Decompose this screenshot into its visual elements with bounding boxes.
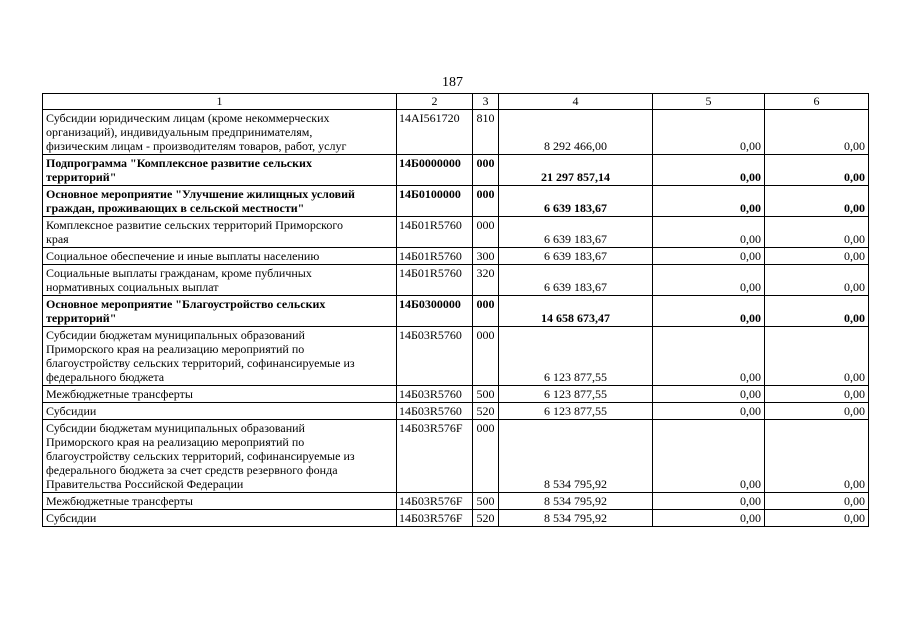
row-expense-type: 320 <box>473 265 499 296</box>
row-expense-type: 000 <box>473 296 499 327</box>
table-row <box>43 248 869 265</box>
row-name-line: граждан, проживающих в сельской местности" <box>46 201 305 215</box>
row-expense-type: 810 <box>473 110 499 155</box>
row-value-col6: 0,00 <box>765 327 869 386</box>
row-value-col5: 0,00 <box>653 493 765 510</box>
row-value-col4: 8 534 795,92 <box>499 420 653 493</box>
row-name-line: федерального бюджета <box>46 370 165 384</box>
row-name <box>43 510 397 527</box>
table-row <box>43 327 869 386</box>
table-row <box>43 510 869 527</box>
row-value-col5: 0,00 <box>653 327 765 386</box>
row-code: 14Б01R5760 <box>397 217 473 248</box>
row-expense-type: 300 <box>473 248 499 265</box>
row-value-col6: 0,00 <box>765 265 869 296</box>
header-col-5: 5 <box>653 94 765 110</box>
row-name-line: Межбюджетные трансферты <box>46 494 193 508</box>
table-row <box>43 217 869 248</box>
row-value-col5: 0,00 <box>653 386 765 403</box>
row-expense-type: 000 <box>473 420 499 493</box>
row-value-col6: 0,00 <box>765 510 869 527</box>
row-code: 14Б03R576F <box>397 493 473 510</box>
row-name-line: Комплексное развитие сельских территорий Приморского <box>46 218 344 232</box>
page-number: 187 <box>442 75 463 90</box>
row-name <box>43 420 397 493</box>
budget-table <box>42 93 869 527</box>
table-row <box>43 420 869 493</box>
row-name-line: Основное мероприятие "Улучшение жилищных условий <box>46 187 355 201</box>
row-expense-type: 500 <box>473 493 499 510</box>
row-name-line: благоустройству сельских территорий, софинансируемые из <box>46 449 355 463</box>
row-name-line: края <box>46 232 69 246</box>
row-value-col4: 14 658 673,47 <box>499 296 653 327</box>
row-name-line: Основное мероприятие "Благоустройство сельских <box>46 297 326 311</box>
row-name <box>43 296 397 327</box>
row-value-col6: 0,00 <box>765 386 869 403</box>
row-code: 14AI561720 <box>397 110 473 155</box>
row-value-col6: 0,00 <box>765 217 869 248</box>
row-value-col4: 8 534 795,92 <box>499 493 653 510</box>
row-value-col4: 6 123 877,55 <box>499 327 653 386</box>
table-row <box>43 403 869 420</box>
row-value-col4: 6 123 877,55 <box>499 403 653 420</box>
row-code: 14Б03R576F <box>397 510 473 527</box>
table-row <box>43 493 869 510</box>
row-name <box>43 493 397 510</box>
header-col-3: 3 <box>473 94 499 110</box>
row-value-col5: 0,00 <box>653 217 765 248</box>
row-name-line: территорий" <box>46 311 117 325</box>
row-name-line: нормативных социальных выплат <box>46 280 219 294</box>
row-value-col6: 0,00 <box>765 420 869 493</box>
header-row <box>43 94 869 110</box>
row-value-col5: 0,00 <box>653 265 765 296</box>
row-name-line: федерального бюджета за счет средств резервного фонда <box>46 463 338 477</box>
table-row <box>43 155 869 186</box>
row-code: 14Б03R5760 <box>397 386 473 403</box>
table-row <box>43 386 869 403</box>
row-value-col6: 0,00 <box>765 296 869 327</box>
row-value-col5: 0,00 <box>653 248 765 265</box>
row-value-col4: 8 534 795,92 <box>499 510 653 527</box>
row-expense-type: 500 <box>473 386 499 403</box>
row-value-col5: 0,00 <box>653 403 765 420</box>
row-code: 14Б01R5760 <box>397 248 473 265</box>
row-value-col4: 21 297 857,14 <box>499 155 653 186</box>
row-value-col6: 0,00 <box>765 110 869 155</box>
row-expense-type: 000 <box>473 327 499 386</box>
table-row <box>43 265 869 296</box>
row-code: 14Б0300000 <box>397 296 473 327</box>
row-code: 14Б03R576F <box>397 420 473 493</box>
header-col-6: 6 <box>765 94 869 110</box>
row-value-col5: 0,00 <box>653 110 765 155</box>
row-expense-type: 000 <box>473 186 499 217</box>
row-value-col5: 0,00 <box>653 155 765 186</box>
row-value-col4: 8 292 466,00 <box>499 110 653 155</box>
row-value-col4: 6 639 183,67 <box>499 217 653 248</box>
row-expense-type: 000 <box>473 155 499 186</box>
row-name <box>43 186 397 217</box>
row-value-col4: 6 639 183,67 <box>499 186 653 217</box>
row-name-line: Приморского края на реализацию мероприятий по <box>46 342 305 356</box>
row-value-col5: 0,00 <box>653 186 765 217</box>
row-name-line: Субсидии юридическим лицам (кроме некоммерческих <box>46 111 330 125</box>
table-row <box>43 296 869 327</box>
row-name-line: Подпрограмма "Комплексное развитие сельских <box>46 156 312 170</box>
row-value-col5: 0,00 <box>653 510 765 527</box>
row-name-line: Субсидии бюджетам муниципальных образований <box>46 328 305 342</box>
row-value-col6: 0,00 <box>765 493 869 510</box>
table-row <box>43 186 869 217</box>
row-value-col6: 0,00 <box>765 403 869 420</box>
row-name-line: Межбюджетные трансферты <box>46 387 193 401</box>
row-value-col5: 0,00 <box>653 420 765 493</box>
row-name <box>43 327 397 386</box>
row-value-col6: 0,00 <box>765 186 869 217</box>
row-name-line: Субсидии <box>46 511 97 525</box>
row-name-line: Приморского края на реализацию мероприятий по <box>46 435 305 449</box>
row-code: 14Б0100000 <box>397 186 473 217</box>
row-value-col6: 0,00 <box>765 155 869 186</box>
row-code: 14Б03R5760 <box>397 403 473 420</box>
row-name <box>43 403 397 420</box>
row-value-col4: 6 639 183,67 <box>499 248 653 265</box>
row-value-col4: 6 123 877,55 <box>499 386 653 403</box>
row-name <box>43 110 397 155</box>
row-name-line: территорий" <box>46 170 117 184</box>
row-name <box>43 248 397 265</box>
row-name-line: организаций), индивидуальным предпринимателям, <box>46 125 313 139</box>
row-name-line: Субсидии <box>46 404 97 418</box>
row-name-line: Субсидии бюджетам муниципальных образований <box>46 421 305 435</box>
header-col-4: 4 <box>499 94 653 110</box>
row-code: 14Б01R5760 <box>397 265 473 296</box>
row-code: 14Б03R5760 <box>397 327 473 386</box>
row-expense-type: 520 <box>473 510 499 527</box>
row-name-line: благоустройству сельских территорий, софинансируемые из <box>46 356 355 370</box>
row-name <box>43 386 397 403</box>
row-expense-type: 000 <box>473 217 499 248</box>
row-value-col6: 0,00 <box>765 248 869 265</box>
row-name <box>43 155 397 186</box>
header-col-2: 2 <box>397 94 473 110</box>
row-value-col5: 0,00 <box>653 296 765 327</box>
row-name <box>43 217 397 248</box>
row-name-line: Социальное обеспечение и иные выплаты населению <box>46 249 320 263</box>
row-name-line: Социальные выплаты гражданам, кроме публичных <box>46 266 312 280</box>
row-expense-type: 520 <box>473 403 499 420</box>
table-body <box>43 110 869 527</box>
table-row <box>43 110 869 155</box>
row-name-line: Правительства Российской Федерации <box>46 477 244 491</box>
row-value-col4: 6 639 183,67 <box>499 265 653 296</box>
header-col-1: 1 <box>43 94 397 110</box>
row-name-line: физическим лицам - производителям товаров, работ, услуг <box>46 139 347 153</box>
row-name <box>43 265 397 296</box>
row-code: 14Б0000000 <box>397 155 473 186</box>
